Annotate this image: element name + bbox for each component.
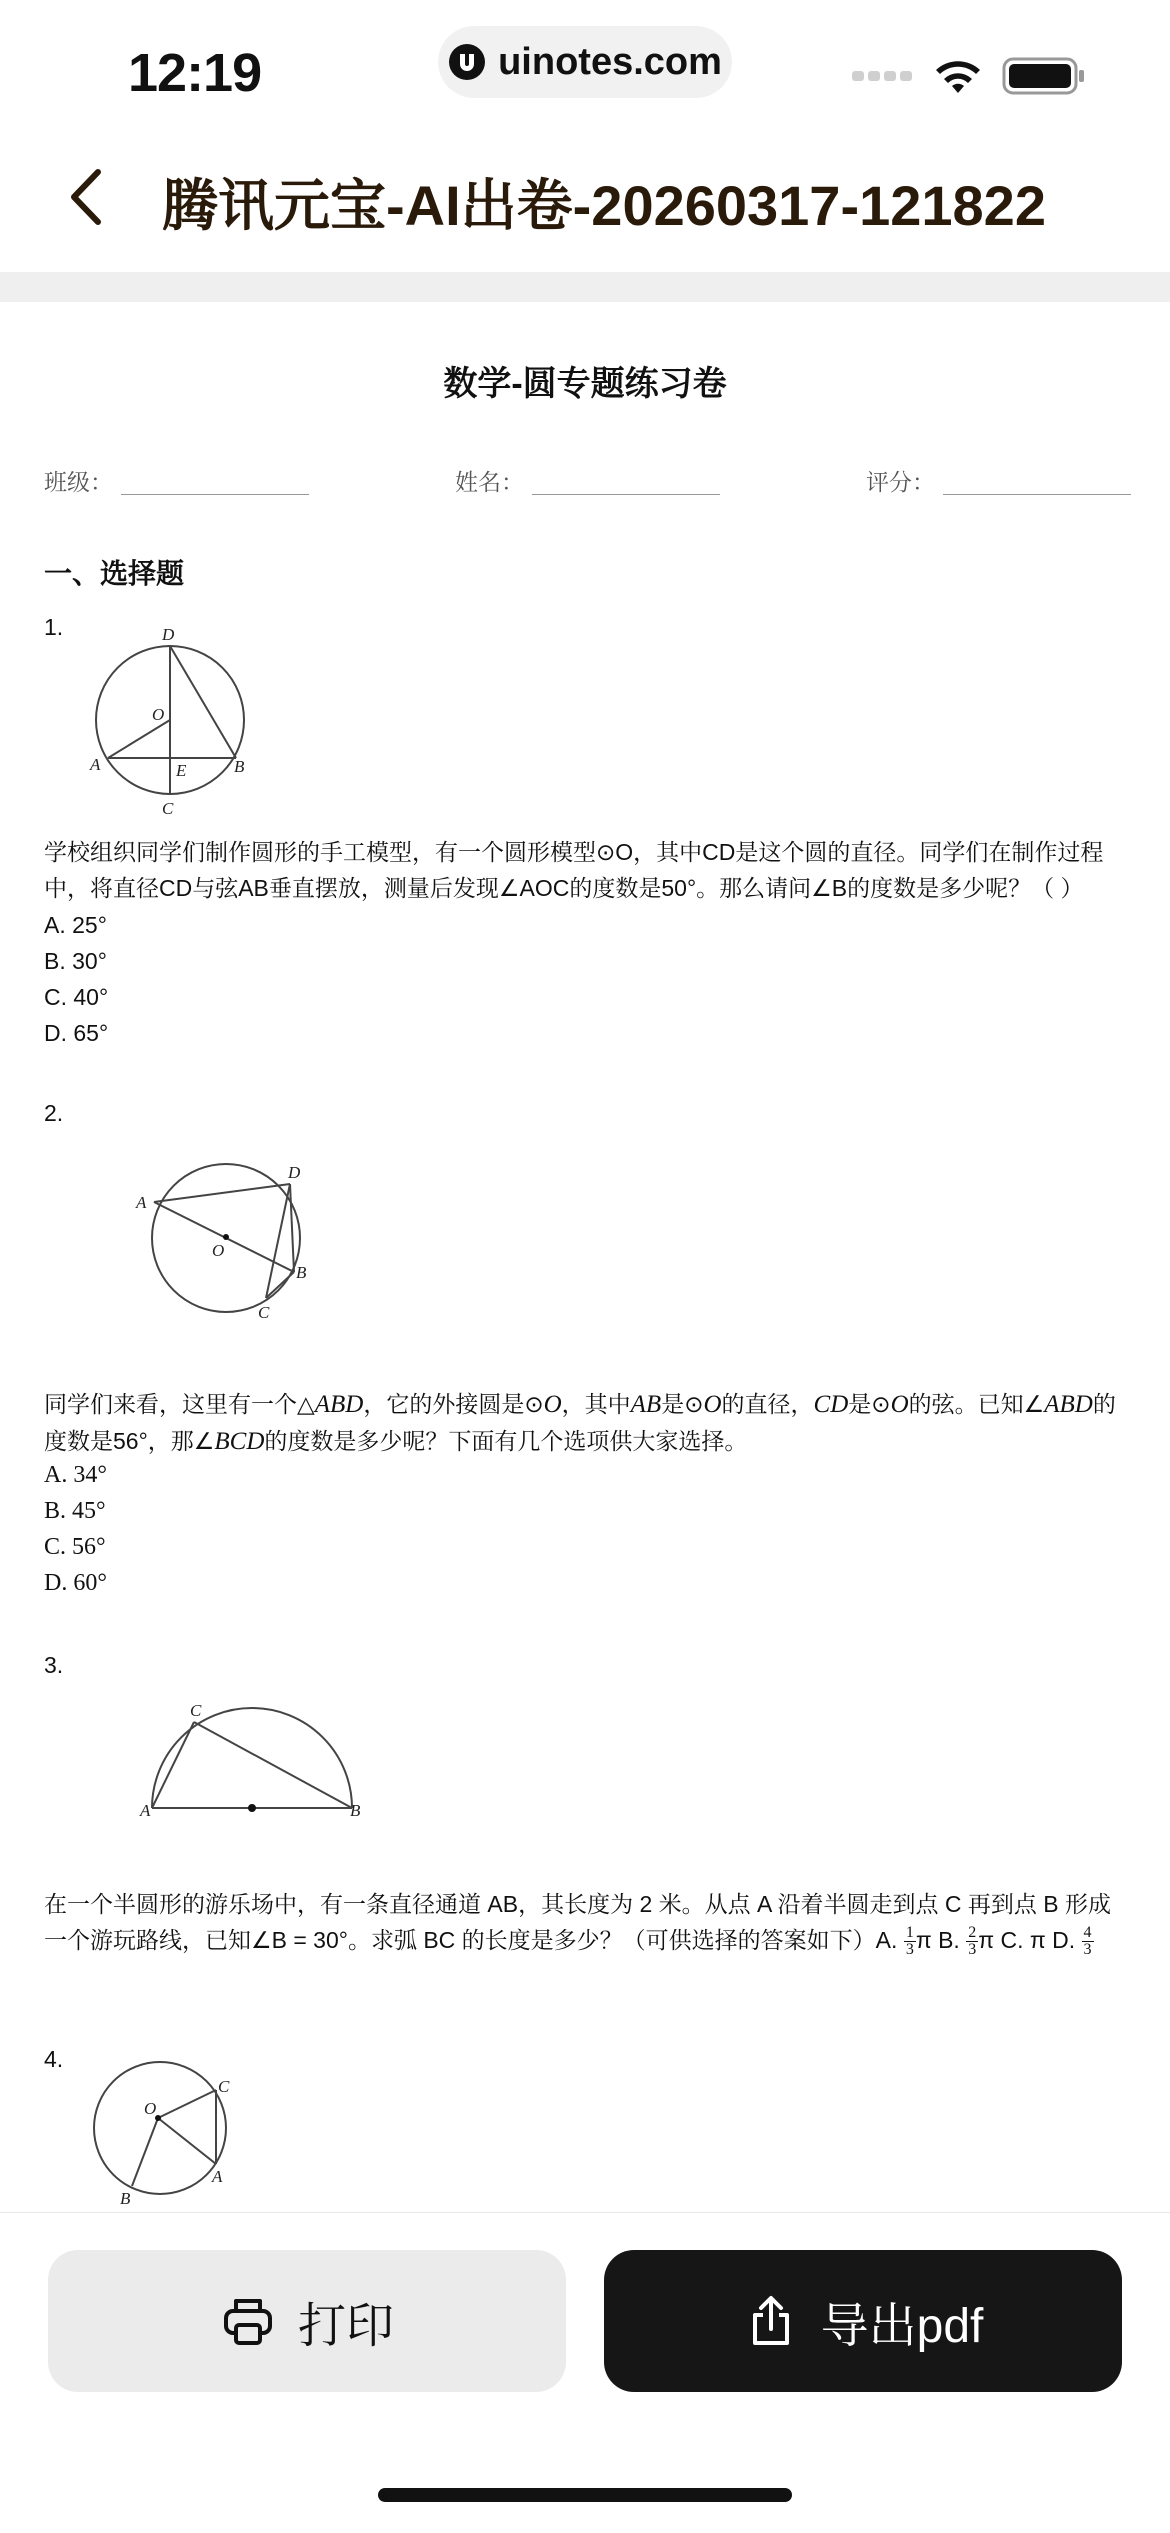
meta-class-label: 班级： [44,469,113,495]
export-label: 导出pdf [820,2299,984,2353]
home-indicator[interactable] [378,2488,792,2502]
q2-math-3: AB [630,1391,662,1418]
question-1-figure [84,624,264,820]
question-3-text [44,1886,1122,1958]
q1-label-e: E [176,761,187,780]
q4-label-b: B [120,2189,131,2208]
q3-frac-b-den: 3 [968,1941,977,1959]
meta-name [455,464,720,497]
q4-label-o: O [144,2099,157,2118]
question-2-number: 2. [44,1100,64,1126]
q2-text-6: 是⊙ [848,1391,891,1417]
section-heading: 一、选择题 [44,558,185,589]
q3-label-c: C [190,1701,202,1720]
q3-frac-d-den: 3 [1083,1941,1092,1959]
q1-label-c: C [162,799,174,818]
chevron-left-icon [58,162,118,232]
q2-text-7: 的弦。已知∠ [908,1391,1045,1417]
status-time: 12:19 [128,43,262,103]
printer-icon [220,2293,276,2349]
q4-label-a: A [212,2167,223,2186]
doc-title: 数学-圆专题练习卷 [443,365,727,403]
header-divider [0,272,1170,302]
q2-label-d: D [288,1163,301,1182]
q2-text-1: 同学们来看，这里有一个△ [44,1391,315,1417]
q2-label-b: B [296,1263,307,1282]
q3-label-b: B [350,1801,361,1820]
q2-math-4: O [703,1391,722,1418]
meta-class [44,464,309,497]
signal-icon [852,69,914,83]
meta-score [866,464,1131,497]
q3-frac-a [904,1925,916,1958]
q2-math-6: O [890,1391,909,1418]
question-3-figure [138,1700,370,1830]
q2-label-o: O [212,1241,225,1260]
q2-math-1: ABD [314,1391,364,1418]
battery-icon [1002,56,1086,96]
q1-label-b: B [234,757,245,776]
question-4-figure [86,2052,246,2212]
q2-label-c: C [258,1303,270,1322]
url-pill[interactable] [438,26,732,98]
q2-text-5: 的直径， [721,1391,814,1417]
q1-label-a: A [90,755,101,774]
meta-class-blank [121,472,309,495]
meta-score-blank [943,472,1131,495]
print-button[interactable] [48,2250,566,2392]
site-logo-icon [448,43,486,81]
print-label: 打印 [297,2299,394,2353]
status-icons [852,56,1086,96]
export-pdf-button[interactable] [604,2250,1122,2392]
q1-option-d: D. 65° [44,1020,109,1046]
q2-option-b: B. 45° [44,1498,106,1524]
q2-label-a: A [136,1193,147,1212]
page-title: 腾讯元宝-AI出卷-20260317-121822 [162,174,1046,237]
q3-frac-d [1082,1925,1094,1958]
q1-option-b: B. 30° [44,948,107,974]
question-1-number: 1. [44,614,64,640]
q3-frac-a-num: 1 [905,1924,914,1942]
question-2-text [44,1386,1122,1460]
q2-math-7: ABD [1044,1391,1093,1418]
q2-math-2: O [543,1391,562,1418]
meta-name-blank [532,472,720,495]
wifi-icon [934,57,982,95]
q2-math-8: BCD [214,1428,265,1455]
q3-label-a: A [140,1801,151,1820]
question-4-number: 4. [44,2046,64,2072]
q3-frac-d-num: 4 [1083,1924,1092,1942]
q1-option-c: C. 40° [44,984,109,1010]
q2-text-9: 的度数是多少呢？下面有几个选项供大家选择。 [264,1428,748,1454]
q2-option-d: D. 60° [44,1570,107,1596]
q3-text-2: π B. [915,1927,967,1953]
q3-frac-b [966,1925,978,1958]
q3-frac-b-num: 2 [968,1924,977,1942]
q2-text-2: ，它的外接圆是⊙ [363,1391,544,1417]
q2-option-a: A. 34° [44,1462,107,1488]
question-3-number: 3. [44,1652,64,1678]
q1-label-o: O [152,705,165,724]
q1-option-a: A. 25° [44,912,107,938]
meta-score-label: 评分： [866,469,935,495]
q2-math-5: CD [813,1391,849,1418]
q2-text-3: ，其中 [561,1391,631,1417]
q3-text-3: π C. π D. [978,1927,1082,1953]
url-text: uinotes.com [498,40,722,83]
q4-label-c: C [218,2077,230,2096]
share-icon [743,2293,799,2349]
q3-frac-a-den: 3 [905,1941,914,1959]
q2-text-8: 的度数是56°，那∠ [44,1391,1116,1454]
q3-text-1: 在一个半圆形的游乐场中，有一条直径通道 AB，其长度为 2 米。从点 A 沿着半圆走到点 C 再到点 B 形成一个游玩路线，已知∠B = 30°。求弧 BC 的长度是多少？（可供选择的答案如下）A. [44,1891,1112,1953]
question-2-figure [130,1150,330,1330]
q2-option-c: C. 56° [44,1534,106,1560]
q1-label-d: D [162,625,175,644]
question-1-text: 学校组织同学们制作圆形的手工模型，有一个圆形模型⊙O，其中CD是这个圆的直径。同学们在制作过程中，将直径CD与弦AB垂直摆放，测量后发现∠AOC的度数是50°。那么请问∠B的度数是多少呢？（ ） [44,839,1104,901]
q2-text-4: 是⊙ [661,1391,704,1417]
meta-name-label: 姓名： [455,469,524,495]
back-button[interactable] [58,162,118,232]
